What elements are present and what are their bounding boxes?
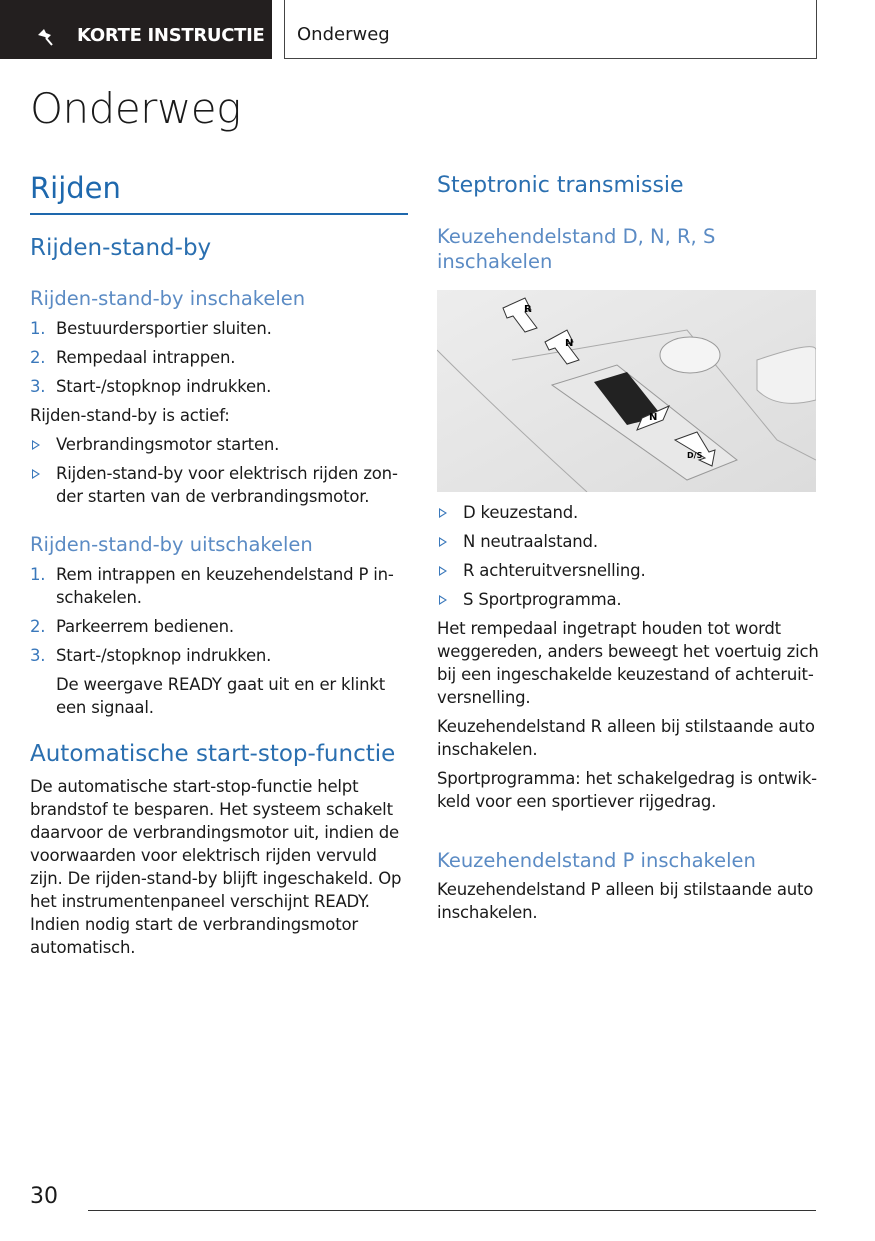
- list-item: [30, 462, 408, 508]
- bullet-text: Rijden-stand-by voor elektrisch rijden zonder starten van de verbrandingsmotor.: [56, 464, 398, 506]
- bullet-triangle-icon: [32, 440, 40, 450]
- list-item: [30, 615, 408, 638]
- bullet-triangle-icon: [439, 595, 447, 605]
- actief-text: Rijden-stand-by is actief:: [30, 406, 230, 425]
- heading-stand-by-uitschakelen: Rijden-stand-by uitschakelen: [30, 533, 313, 556]
- chapter-tab-label: Onderweg: [297, 24, 390, 45]
- footer-divider: [88, 1210, 816, 1211]
- page-title: Onderweg: [30, 84, 241, 133]
- heading-steptronic: Steptronic transmissie: [437, 173, 684, 198]
- bullet-text: Verbrandingsmotor starten.: [56, 435, 280, 454]
- heading-stand-by-inschakelen: Rijden-stand-by inschakelen: [30, 287, 306, 310]
- step-text: Rem intrappen en keuzehendelstand P inschakelen.: [56, 565, 394, 607]
- auto-start-stop-text: De automatische start-stop-functie helpt brandstof te besparen. Het systeem schakelt daarvoor de verbrandingsmotor uit, indien de voorwaarden voor elektrisch rijden vervuld zijn. De rijden-stand-by blijft ingeschakeld. Op het instrumentenpaneel verschijnt READY. Indien nodig start de verbrandingsmotor automatisch.: [30, 777, 402, 957]
- label-n-down: N: [649, 412, 658, 423]
- heading-p-inschakelen: Keuzehendelstand P inschakelen: [437, 849, 756, 872]
- bullet-triangle-icon: [439, 508, 447, 518]
- step-text: Bestuurdersportier sluiten.: [56, 319, 272, 338]
- r-stand-text: Keuzehendelstand R alleen bij stilstaande auto inschakelen.: [437, 717, 815, 759]
- bullet-text: R achteruitversnelling.: [463, 561, 646, 580]
- step-number: 1.: [30, 565, 46, 584]
- list-item: [30, 375, 408, 398]
- step-number: 2.: [30, 348, 46, 367]
- label-n-up: N: [565, 338, 574, 349]
- bullet-triangle-icon: [439, 537, 447, 547]
- list-item: [30, 317, 408, 340]
- step-number: 2.: [30, 617, 46, 636]
- heading-divider: [30, 213, 408, 215]
- step-number: 3.: [30, 377, 46, 396]
- heading-dnrs: Keuzehendelstand D, N, R, S inschakelen: [437, 225, 716, 273]
- step-text: Start-/stopknop indrukken.: [56, 646, 272, 665]
- label-r: R: [524, 304, 532, 315]
- heading-rijden: Rijden: [30, 171, 121, 205]
- ready-note: De weergave READY gaat uit en er klinkt een signaal.: [56, 675, 386, 717]
- pushpin-icon: [35, 26, 57, 48]
- list-item: [437, 530, 842, 553]
- section-tab[interactable]: [0, 0, 272, 59]
- list-item: [437, 588, 842, 611]
- step-number: 1.: [30, 319, 46, 338]
- p-stand-text: Keuzehendelstand P alleen bij stilstaande auto inschakelen.: [437, 880, 814, 922]
- step-text: Parkeerrem bedienen.: [56, 617, 234, 636]
- page-number: 30: [30, 1184, 58, 1209]
- list-item: [30, 644, 408, 667]
- sportprogramma-text: Sportprogramma: het schakelgedrag is ontwikkeld voor een sportiever rijgedrag.: [437, 769, 818, 811]
- section-tab-label: KORTE INSTRUCTIE: [77, 25, 265, 46]
- step-number: 3.: [30, 646, 46, 665]
- label-ds: D/S: [687, 451, 703, 460]
- heading-auto-start-stop: Automatische start-stop-functie: [30, 741, 396, 767]
- chapter-tab[interactable]: [284, 0, 817, 59]
- heading-rijden-stand-by: Rijden-stand-by: [30, 235, 212, 261]
- step-text: Start-/stopknop indrukken.: [56, 377, 272, 396]
- bullet-triangle-icon: [32, 469, 40, 479]
- list-item: [30, 433, 408, 456]
- gear-selector-illustration: [437, 290, 816, 492]
- rempedaal-text: Het rempedaal ingetrapt houden tot wordt weggereden, anders beweegt het voertuig zich bij een ingeschakelde keuzestand of achteruitversnelling.: [437, 619, 819, 707]
- list-item: [437, 559, 842, 582]
- bullet-text: D keuzestand.: [463, 503, 579, 522]
- bullet-triangle-icon: [439, 566, 447, 576]
- list-item: [30, 563, 408, 609]
- list-item: [30, 346, 408, 369]
- bullet-text: S Sportprogramma.: [463, 590, 622, 609]
- list-item: [437, 501, 842, 524]
- step-text: Rempedaal intrappen.: [56, 348, 236, 367]
- bullet-text: N neutraalstand.: [463, 532, 598, 551]
